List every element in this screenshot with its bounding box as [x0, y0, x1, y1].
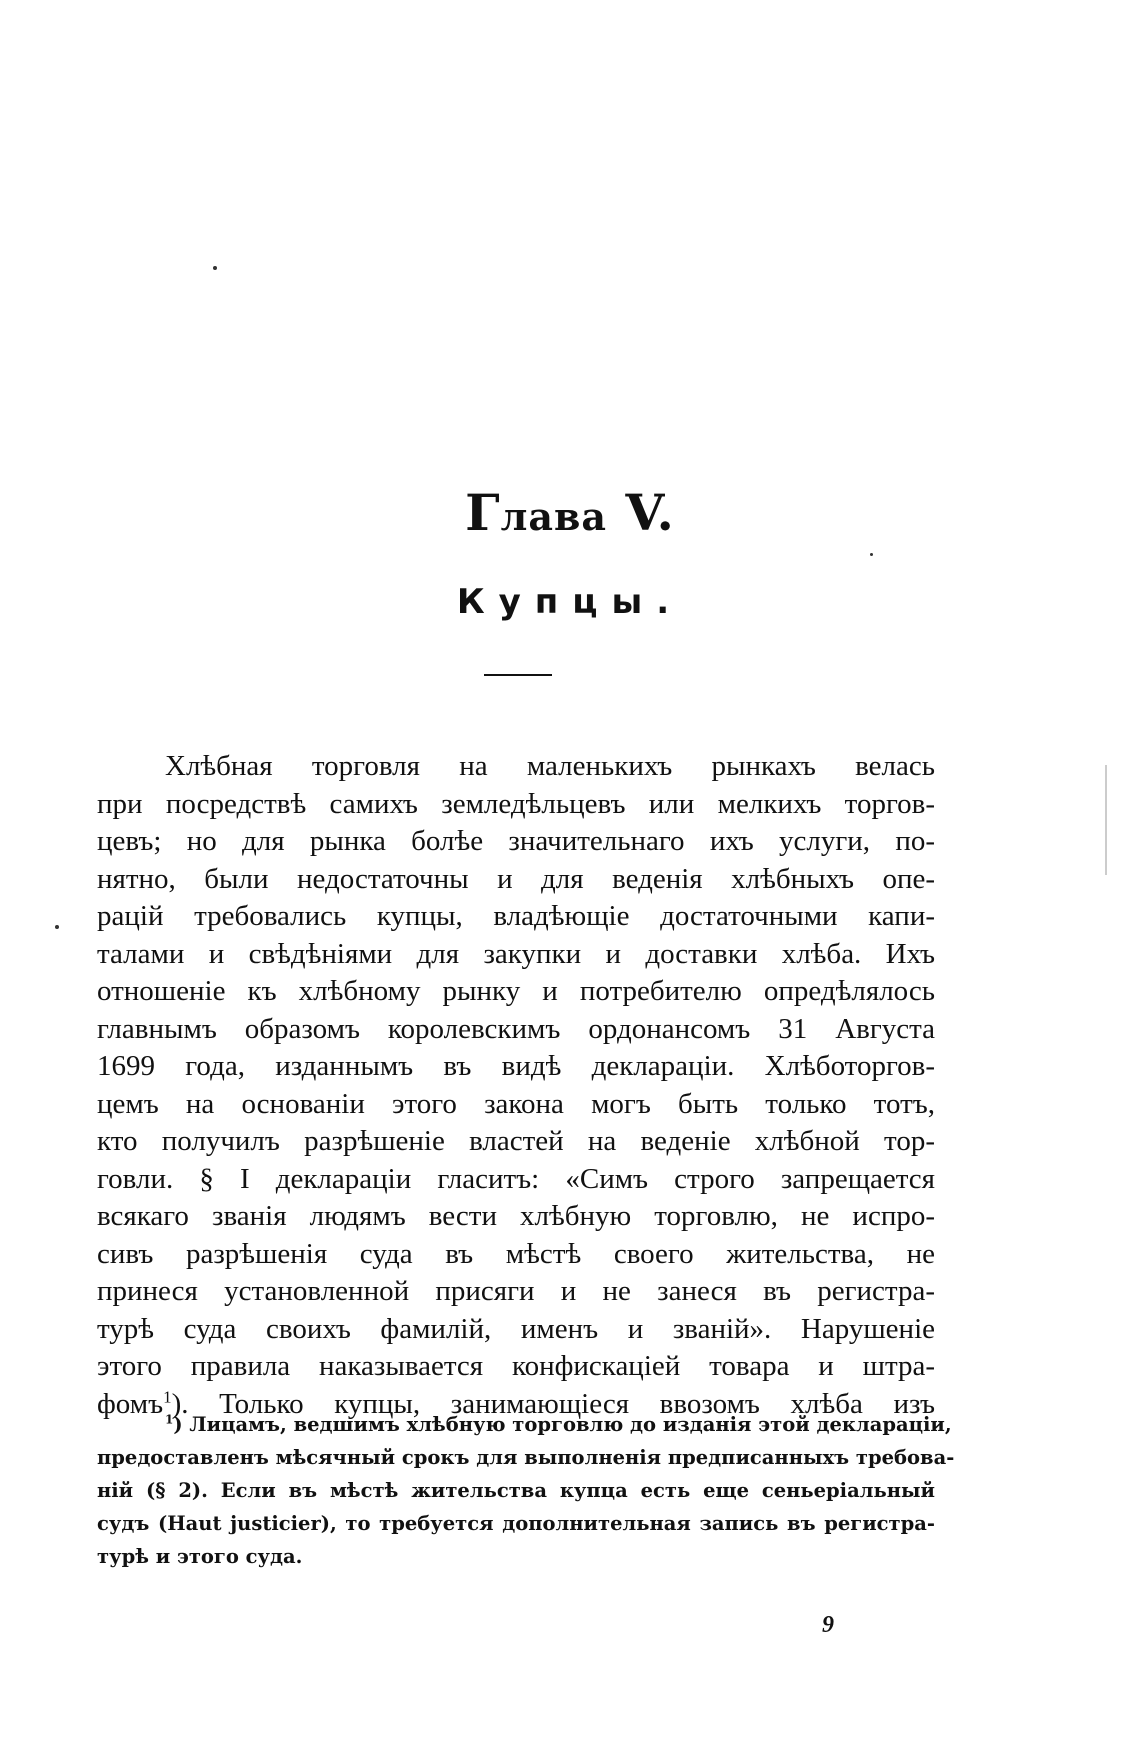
body-line: этого правила наказывается конфискаціей товара и штра-: [97, 1350, 935, 1382]
body-line: при посредствѣ самихъ земледѣльцевъ или мелкихъ торгов-: [97, 787, 935, 820]
body-line: Хлѣбная торговля на маленькихъ рынкахъ велась: [165, 750, 935, 782]
body-line: талами и свѣдѣніями для закупки и доставки хлѣба. Ихъ: [97, 937, 935, 970]
chapter-number: V.: [625, 483, 675, 542]
chapter-subtitle: Купцы.: [456, 582, 684, 622]
footnote-line: судъ (Haut justicier), то требуется дополнительная запись въ регистра-: [97, 1512, 935, 1535]
body-line: кто получилъ разрѣшеніе властей на веденіе хлѣбной тор-: [97, 1125, 935, 1157]
scan-speck: [213, 266, 217, 270]
body-line-last-end: ). Только купцы, занимающіеся ввозомъ хлѣба изъ: [171, 1387, 935, 1420]
body-line: рацій требовались купцы, владѣющіе достаточными капи-: [97, 900, 935, 932]
heading-rule: [484, 674, 552, 676]
body-line: цемъ на основаніи этого закона могъ быть только тотъ,: [97, 1087, 935, 1120]
body-paragraph: [97, 748, 935, 1423]
footnote-line: [97, 1408, 952, 1441]
footnote-line: ній (§ 2). Если въ мѣстѣ жительства купца есть еще сеньеріальный: [97, 1479, 935, 1502]
page-signature-mark: 9: [822, 1612, 834, 1638]
body-line: нятно, были недостаточны и для веденія хлѣбныхъ опе-: [97, 862, 935, 895]
body-line: главнымъ образомъ королевскимъ ордонансомъ 31 Августа: [97, 1012, 935, 1045]
body-line: отношеніе къ хлѣбному рынку и потребителю опредѣлялось: [97, 975, 935, 1007]
body-line: сивъ разрѣшенія суда въ мѣстѣ своего жительства, не: [97, 1237, 935, 1270]
body-line-last-start: фомъ: [97, 1387, 164, 1420]
chapter-heading-word: лава: [500, 494, 608, 539]
footnote-marker: 1: [165, 1412, 174, 1427]
chapter-heading-initial: Г: [465, 483, 501, 542]
body-line: 1699 года, изданнымъ въ видѣ деклараціи. Хлѣботоргов-: [97, 1050, 935, 1082]
body-line: принеся установленной присяги и не занеся въ регистра-: [97, 1275, 935, 1307]
footnote-line: предоставленъ мѣсячный срокъ для выполненія предписанныхъ требова-: [97, 1446, 955, 1469]
footnote-line: турѣ и этого суда.: [97, 1545, 303, 1568]
footnote-reference[interactable]: 1: [163, 1386, 172, 1406]
body-line: цевъ; но для рынка болѣе значительнаго ихъ услуги, по-: [97, 825, 935, 857]
body-line: говли. § I деклараціи гласитъ: «Симъ строго запрещается: [97, 1162, 935, 1195]
scan-speck: [870, 553, 873, 556]
body-line: турѣ суда своихъ фамилій, именъ и званій». Нарушеніе: [97, 1312, 935, 1345]
scan-speck: [55, 925, 59, 929]
chapter-heading: [0, 483, 1140, 542]
body-line: всякаго званія людямъ вести хлѣбную торговлю, не испро-: [97, 1200, 935, 1232]
scan-speck: [1105, 765, 1107, 875]
footnote-first-line-text: ) Лицамъ, ведшимъ хлѣбную торговлю до изданія этой деклараціи,: [173, 1413, 952, 1436]
footnote: [97, 1408, 955, 1573]
